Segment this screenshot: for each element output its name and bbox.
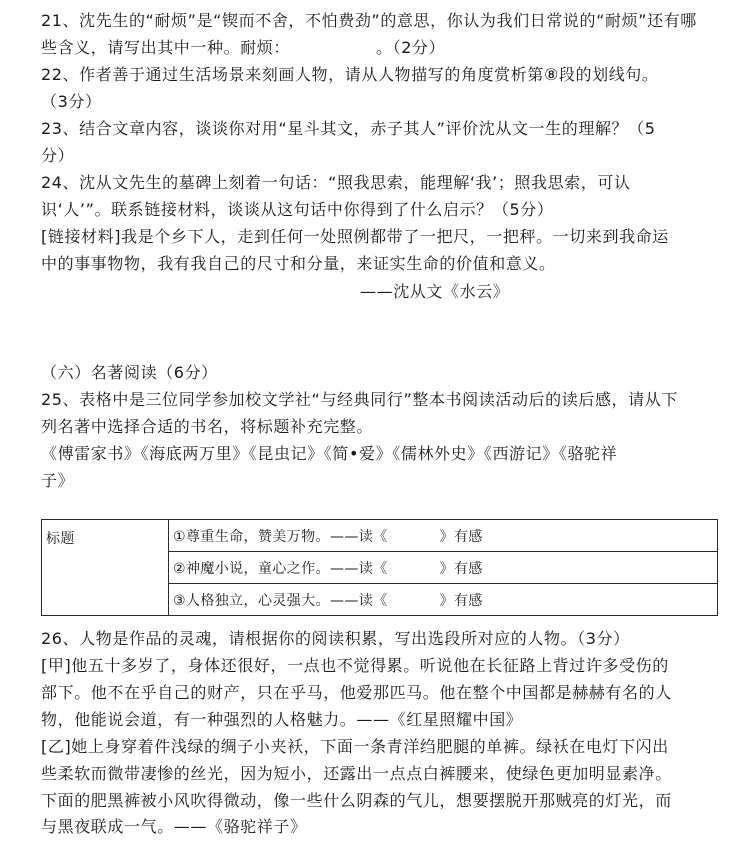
q26-jia-line-3: 物，他能说会道，有一种强烈的人格魅力。——《红星照耀中国》 [41,710,523,729]
table-row [42,520,718,552]
q21-prompt: 些含义，请写出其中一种。耐烦： [41,38,291,57]
row-2-prefix: ②神魔小说，童心之作。——读《 [173,560,388,577]
q25-line-2: 列名著中选择合适的书名，将标题补充完整。 [41,417,374,436]
q24-line-2: 识‘人’”。联系链接材料，谈谈从这句话中你得到了什么启示？（5分） [41,200,554,219]
q25-title-table [41,519,718,616]
q25-books-line-1: 《傅雷家书》《海底两万里》《昆虫记》《简•爱》《儒林外史》《西游记》《骆驼祥 [41,444,618,463]
row-2-suffix: 》有感 [439,560,483,577]
q24-material-line-1: [链接材料]我是个乡下人，走到任何一处照例都带了一把尺，一把秤。一切来到我命运 [41,227,669,246]
q25-line-1: 25、表格中是三位同学参加校文学社“与经典同行”整本书阅读活动后的读后感，请从下 [41,390,678,409]
q23-line-2: 分） [41,146,75,165]
section-6-heading: （六）名著阅读（6分） [41,363,218,382]
q26-line-1: 26、人物是作品的灵魂，请根据你的阅读积累，写出选段所对应的人物。（3分） [41,629,630,648]
q24-attribution: ——沈从文《水云》 [360,282,510,301]
row-3-prefix: ③人格独立，心灵强大。——读《 [173,592,388,609]
q26-jia-line-1: [甲]他五十多岁了，身体还很好，一点也不觉得累。听说他在长征路上背过许多受伤的 [41,656,669,675]
row-1-prefix: ①尊重生命，赞美万物。——读《 [173,528,388,545]
q26-yi-line-2: 些柔软而微带凄惨的丝光，因为短小，还露出一点点白裤腰来，使绿色更加明显素净。 [41,764,672,783]
q25-books-line-2: 子》 [41,471,75,490]
table-header-cell: 标题 [42,520,169,616]
table-cell-row-1 [169,520,718,552]
q24-line-1: 24、沈从文先生的墓碑上刻着一句话：“照我思索，能理解‘我’；照我思索，可认 [41,173,631,192]
q24-material-line-2: 中的事事物物，我有我自己的尺寸和分量，来证实生命的价值和意义。 [41,254,556,273]
q26-yi-line-3: 下面的肥黑裤被小风吹得微动，像一些什么阴森的气儿，想要摆脱开那贼亮的灯光，而 [41,791,672,810]
q21-line-2 [41,37,445,59]
table-cell-row-3 [169,584,718,616]
q21-line-1: 21、沈先生的“耐烦”是“锲而不舍，不怕费劲”的意思，你认为我们日常说的“耐烦”还有哪 [41,11,697,30]
q26-yi-line-4: 与黑夜联成一气。——《骆驼祥子》 [41,817,307,836]
q22-line-2: （3分） [41,92,102,111]
table-cell-row-2 [169,552,718,584]
q26-jia-line-2: 部下。他不在乎自己的财产，只在乎马，他爱那匹马。他在整个中国都是赫赫有名的人 [41,683,672,702]
row-1-suffix: 》有感 [439,528,483,545]
q22-line-1: 22、作者善于通过生活场景来刻画人物，请从人物描写的角度赏析第⑧段的划线句。 [41,65,659,84]
q23-line-1: 23、结合文章内容，谈谈你对用“星斗其文，赤子其人”评价沈从文一生的理解？（5 [41,119,656,138]
row-3-suffix: 》有感 [439,592,483,609]
q21-score: 。（2分） [376,38,446,57]
q26-yi-line-1: [乙]她上身穿着件浅绿的绸子小夹袄，下面一条青洋绉肥腿的单裤。绿袄在电灯下闪出 [41,737,669,756]
